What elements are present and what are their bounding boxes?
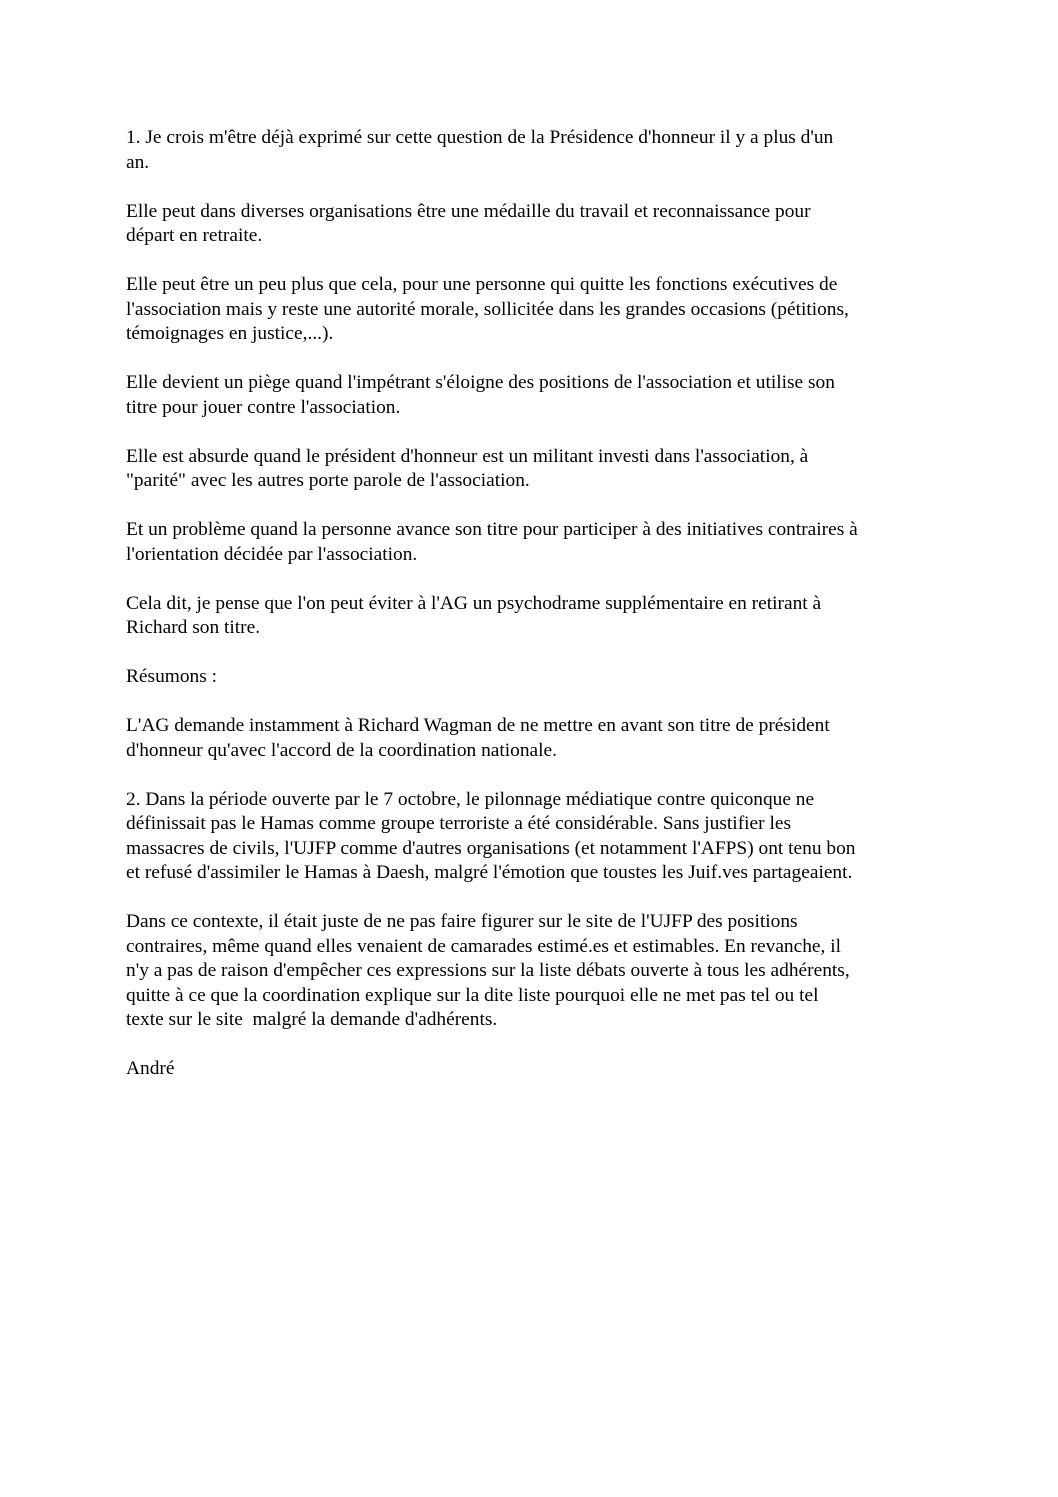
text-line: "parité" avec les autres porte parole de l'association.: [126, 470, 530, 491]
text-line: Richard son titre.: [126, 617, 261, 638]
letter-body: [126, 126, 946, 1106]
text-line: titre pour jouer contre l'association.: [126, 396, 401, 418]
text-line: Elle est absurde quand le président d'honneur est un militant investi dans l'association, à: [126, 445, 809, 467]
text-line: l'association mais y reste une autorité morale, sollicitée dans les grandes occasions (pétitions,: [126, 298, 849, 320]
text-line: 2. Dans la période ouverte par le 7 octobre, le pilonnage médiatique contre quiconque ne: [126, 788, 815, 810]
paragraph-medaille: [126, 200, 946, 249]
text-line: Elle devient un piège quand l'impétrant s'éloigne des positions de l'association et utilise son: [126, 372, 835, 393]
text-line: 1. Je crois m'être déjà exprimé sur cette question de la Présidence d'honneur il y a plus d'un: [126, 127, 834, 148]
text-line: Cela dit, je pense que l'on peut éviter à l'AG un psychodrame supplémentaire en retirant à: [126, 592, 822, 614]
text-line: massacres de civils, l'UJFP comme d'autres organisations (et notamment l'AFPS) ont tenu bon: [126, 837, 856, 859]
paragraph-autorite-morale: [126, 273, 946, 347]
text-line: Elle peut dans diverses organisations être une médaille du travail et reconnaissance pour: [126, 200, 811, 222]
paragraph-motion: [126, 714, 946, 763]
text-line: contraires, même quand elles venaient de camarades estimé.es et estimables. En revanche, il: [126, 935, 842, 957]
paragraph-resumons: [126, 665, 946, 690]
text-line: Elle peut être un peu plus que cela, pour une personne qui quitte les fonctions exécutives de: [126, 274, 838, 295]
text-line: l'orientation décidée par l'association.: [126, 543, 418, 565]
text-line: texte sur le site malgré la demande d'adhérents.: [126, 1009, 498, 1030]
text-line: Résumons :: [126, 666, 218, 687]
paragraph-contexte: [126, 910, 946, 1033]
text-line: n'y a pas de raison d'empêcher ces expressions sur la liste débats ouverte à tous les adhérents,: [126, 960, 850, 981]
text-line: et refusé d'assimiler le Hamas à Daesh, malgré l'émotion que toustes les Juif.ves partageaient.: [126, 862, 853, 883]
paragraph-7-octobre: [126, 788, 946, 886]
paragraph-probleme: [126, 518, 946, 567]
text-line: an.: [126, 151, 150, 173]
signature: [126, 1057, 946, 1082]
text-line: témoignages en justice,...).: [126, 323, 334, 344]
signature-name: André: [126, 1058, 175, 1079]
paragraph-piege: [126, 371, 946, 420]
text-line: L'AG demande instamment à Richard Wagman de ne mettre en avant son titre de président: [126, 715, 830, 736]
text-line: d'honneur qu'avec l'accord de la coordination nationale.: [126, 739, 557, 761]
text-line: Dans ce contexte, il était juste de ne pas faire figurer sur le site de l'UJFP des positions: [126, 911, 798, 932]
paragraph-presidence-intro: [126, 126, 946, 175]
text-line: Et un problème quand la personne avance son titre pour participer à des initiatives contraires à: [126, 519, 858, 540]
paragraph-absurde: [126, 445, 946, 494]
text-line: définissait pas le Hamas comme groupe terroriste a été considérable. Sans justifier les: [126, 813, 791, 834]
text-line: quitte à ce que la coordination explique sur la dite liste pourquoi elle ne met pas tel ou tel: [126, 984, 819, 1006]
paragraph-psychodrame: [126, 592, 946, 641]
text-line: départ en retraite.: [126, 225, 263, 246]
